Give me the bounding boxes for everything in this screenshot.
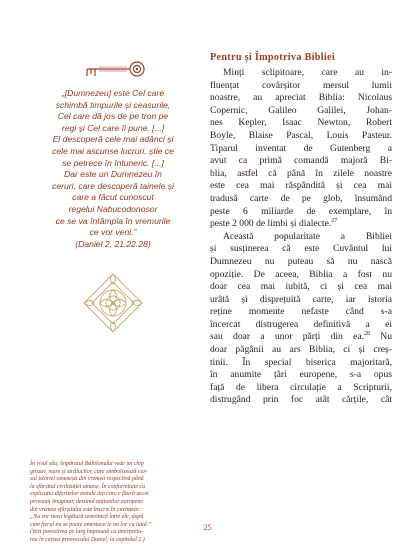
text-line: doar cea mai iubită, ci și cea mai <box>210 281 392 293</box>
text-line: Minți sclipitoare, care au in- <box>223 67 392 78</box>
note-line: explicația diferitelor metale din care e făurit acest <box>30 491 149 498</box>
text-line: distrugând prin foc atât cărțile, cât <box>210 394 392 406</box>
text-line: opoziție. De aceea, Biblia a fost nu <box>210 268 392 280</box>
note-line: la sfârșitul civilizației umane. În conformitate cu <box>30 483 146 490</box>
text-line: nes Kepler, Isaac Newton, Robert <box>210 117 392 129</box>
note-line: cum fierul nu se poate amesteca le un loc cu lutul.” <box>30 521 152 528</box>
note-line: din vremea sfârșitului este înscris în cuvintele: <box>30 506 141 513</box>
text-line: noastre, au apreciat Biblia: Nicolaus <box>210 92 392 104</box>
text-line: fluențat covârșitor mersul lumii <box>210 79 392 91</box>
text-line: tinii. În special biserica majoritară, <box>210 356 392 368</box>
bible-quote <box>28 88 198 250</box>
quote-line: ceruri, care descoperă tainele și <box>52 180 174 191</box>
quote-line: ce se va întâmpla în vremurile <box>55 215 171 226</box>
text-line: avut ca primă comandă majoră Bi- <box>210 155 392 167</box>
note-line: (Vezi povestirea pe larg împreună cu interpreta- <box>30 529 143 536</box>
sidebar-note <box>30 461 198 545</box>
text-fragment: sau doar a unor părți din ea. <box>210 331 365 343</box>
text-line: urâtă și disprețuită carte, iar istoria <box>210 293 392 305</box>
text-line: peste 6 miliarde de exemplare, în <box>210 205 392 217</box>
quote-line: Cel care dă jos de pe tron pe <box>57 111 169 122</box>
page-number: 25 <box>203 523 212 532</box>
text-line: este cea mai răspândită și cea mai <box>210 180 392 192</box>
note-line: „Nu vor avea legătură temeinică între ele, după <box>30 514 144 521</box>
footnote-marker: 28 <box>364 331 371 338</box>
note-line: rea în cartea proorocului Daniel, la capitolul 2.) <box>30 536 145 543</box>
quote-reference: (Daniel 2, 21.22.28) <box>75 238 151 249</box>
footnote-marker: 27 <box>331 217 338 224</box>
arabesque-ornament-icon <box>82 272 144 334</box>
quote-line: care a făcut cunoscut <box>72 192 154 203</box>
text-line <box>210 331 392 344</box>
main-column <box>210 52 392 407</box>
text-line: față de libera circulație a Scripturii, <box>210 381 392 393</box>
text-line: Copernic, Galileo Galilei, Johan- <box>210 104 392 116</box>
text-line: Tiparul inventat de Gutenberg a <box>210 142 392 154</box>
quote-line: se petrece în întuneric. [...] <box>62 157 164 168</box>
body-text <box>210 67 392 407</box>
text-line: Această popularitate a Bibliei <box>223 230 392 242</box>
ornate-key-icon <box>77 58 149 80</box>
quote-line: Dar este un Dumnezeu în <box>64 169 162 180</box>
quote-line: El descoperă cele mai adânci și <box>52 134 174 145</box>
quote-line: schimbă timpurile și ceasurile, <box>55 99 171 110</box>
text-line: blia, astfel că până în zilele noastre <box>210 167 392 179</box>
text-line: Boyle, Blaise Pascal, Louis Pasteur. <box>210 129 392 141</box>
note-line: personaj imaginar, destinul națiunilor europene <box>30 498 143 505</box>
text-line <box>210 218 392 231</box>
text-line: doar păgânii au ars Biblia, ci și creș- <box>210 344 392 356</box>
text-line: Dumnezeu nu puteau să nu nască <box>210 255 392 267</box>
note-line: sul istoriei omenești din vremea respectivă până <box>30 476 144 483</box>
text-line: și susținerea că este Cuvântul lui <box>210 243 392 255</box>
text-line: tradusă carte de pe glob, însumând <box>210 192 392 204</box>
left-column <box>28 58 198 334</box>
quote-line: cele mai ascunse lucruri, știe ce <box>52 145 174 156</box>
quote-line: „[Dumnezeu] este Cel care <box>61 88 165 98</box>
text-line: încercat distrugerea definitivă a ei <box>210 318 392 330</box>
section-heading: Pentru și Împotriva Bibliei <box>210 52 335 63</box>
text-line: în anumite țări europene, s-a opus <box>210 369 392 381</box>
text-line: reține momente nefaste când s-a <box>210 306 392 318</box>
quote-line: regi și Cel care îi pune. [...] <box>61 122 165 133</box>
quote-line: regelui Nabucodonosor <box>68 203 158 214</box>
quote-line: ce vor veni.” <box>89 227 137 238</box>
note-line: În visul său, împăratul Babilonului vede un chip <box>30 461 144 467</box>
text-fragment: Nu <box>370 331 393 343</box>
note-line: grozav, mare și strălucitor, care simbolizează cur- <box>30 468 148 475</box>
text-fragment: peste 2 000 de limbi și dialecte. <box>210 218 332 230</box>
